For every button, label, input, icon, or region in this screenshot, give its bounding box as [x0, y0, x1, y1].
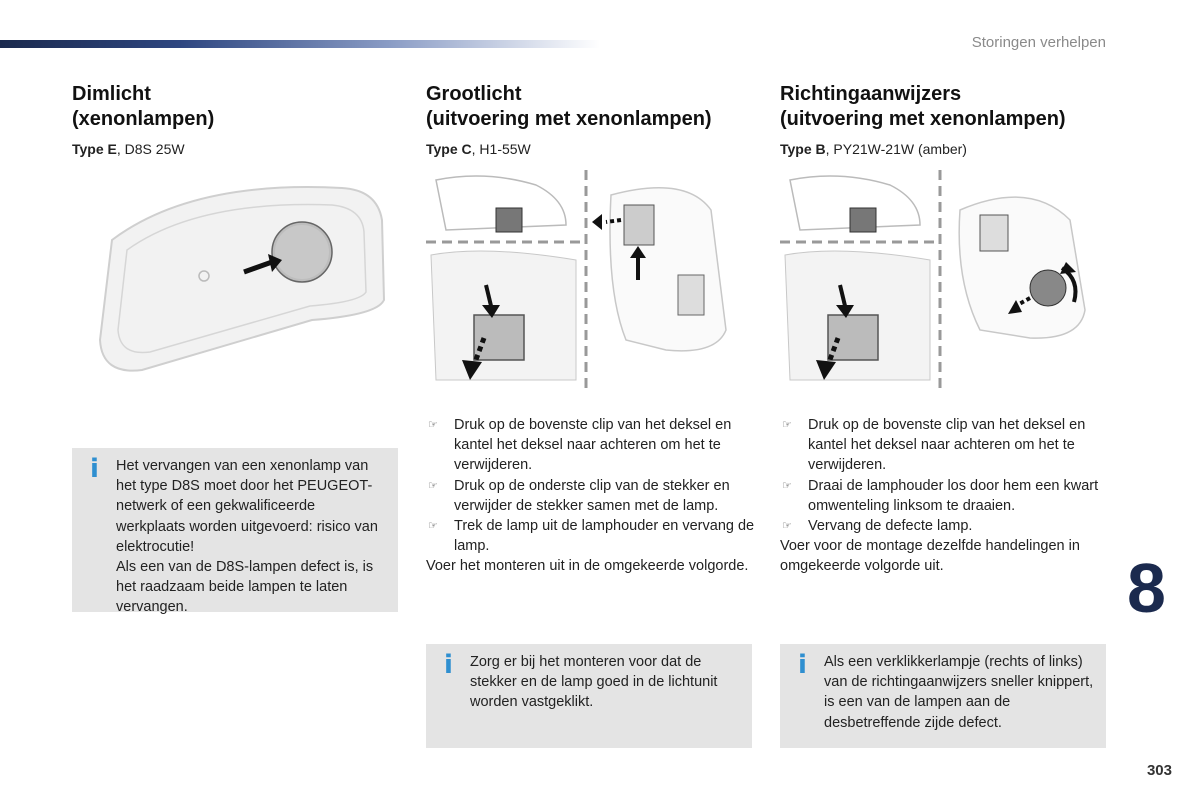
info-icon: i: [90, 454, 99, 484]
list-item: ☞ Vervang de defecte lamp.: [780, 516, 1110, 536]
closing-note: Voer het monteren uit in de omgekeerde volgorde.: [426, 558, 749, 575]
pointing-hand-icon: ☞: [782, 419, 792, 431]
info-box-grootlicht: i Zorg er bij het monteren voor dat de stekker en de lamp goed in de lichtunit worden vastgeklikt.: [426, 644, 752, 748]
pointing-hand-icon: ☞: [782, 479, 792, 492]
pointing-hand-icon: ☞: [428, 479, 438, 492]
instructions-richtingaanwijzers: [780, 415, 1110, 577]
list-item: ☞ Trek de lamp uit de lamphouder en vervang de lamp.: [428, 518, 755, 555]
chapter-number: 8: [1127, 549, 1166, 627]
pointing-hand-icon: ☞: [428, 520, 438, 533]
lamp-type: Type E, D8S 25W: [72, 141, 185, 157]
list-item: ☞ Druk op de bovenste clip van het deksel en kantel het deksel naar achteren om het te verwijderen.: [782, 417, 1086, 474]
header-gradient-bar: [0, 40, 600, 48]
turn-signal-illustration: [780, 170, 1110, 390]
column-heading: Grootlicht (uitvoering met xenonlampen): [426, 83, 712, 130]
column-richtingaanwijzers: [780, 82, 1110, 158]
closing-note: Voer voor de montage dezelfde handelingen in omgekeerde volgorde uit.: [780, 538, 1080, 575]
list-item: ☞ Druk op de bovenste clip van het deksel en kantel het deksel naar achteren om het te verwijderen.: [428, 417, 732, 474]
headlamp-illustration: [72, 180, 392, 380]
info-box-richtingaanwijzers: i Als een verklikkerlampje (rechts of links) van de richtingaanwijzers sneller knippert, is een van de lampen aan de desbetreffende zijde defect.: [780, 644, 1106, 748]
page-number: 303: [1146, 762, 1172, 779]
info-icon: i: [444, 650, 453, 680]
column-heading: Dimlicht (xenonlampen): [72, 83, 215, 130]
list-item: ☞ Draai de lamphouder los door hem een kwart omwenteling linksom te draaien.: [782, 477, 1099, 514]
high-beam-illustration: [426, 170, 756, 390]
info-icon: i: [798, 650, 807, 680]
pointing-hand-icon: ☞: [782, 520, 792, 533]
info-box-dimlicht: i Het vervangen van een xenonlamp van het type D8S moet door het PEUGEOT-netwerk of een gekwalificeerde werkplaats worden uitgevoerd: risico van elektrocutie! Als een van de D8S-lampen defect is, is het raadzaam beide lampen te laten vervangen.: [72, 448, 398, 612]
column-grootlicht: [426, 82, 756, 158]
section-title: Storingen verhelpen: [971, 34, 1106, 51]
column-heading: Richtingaanwijzers (uitvoering met xenonlampen): [780, 83, 1066, 130]
lamp-type: Type B, PY21W-21W (amber): [780, 141, 967, 157]
pointing-hand-icon: ☞: [428, 419, 438, 431]
lamp-type: Type C, H1-55W: [426, 141, 531, 157]
instructions-grootlicht: [426, 415, 756, 577]
list-item: ☞ Druk op de onderste clip van de stekker en verwijder de stekker samen met de lamp.: [428, 477, 730, 514]
column-dimlicht: [72, 82, 402, 158]
